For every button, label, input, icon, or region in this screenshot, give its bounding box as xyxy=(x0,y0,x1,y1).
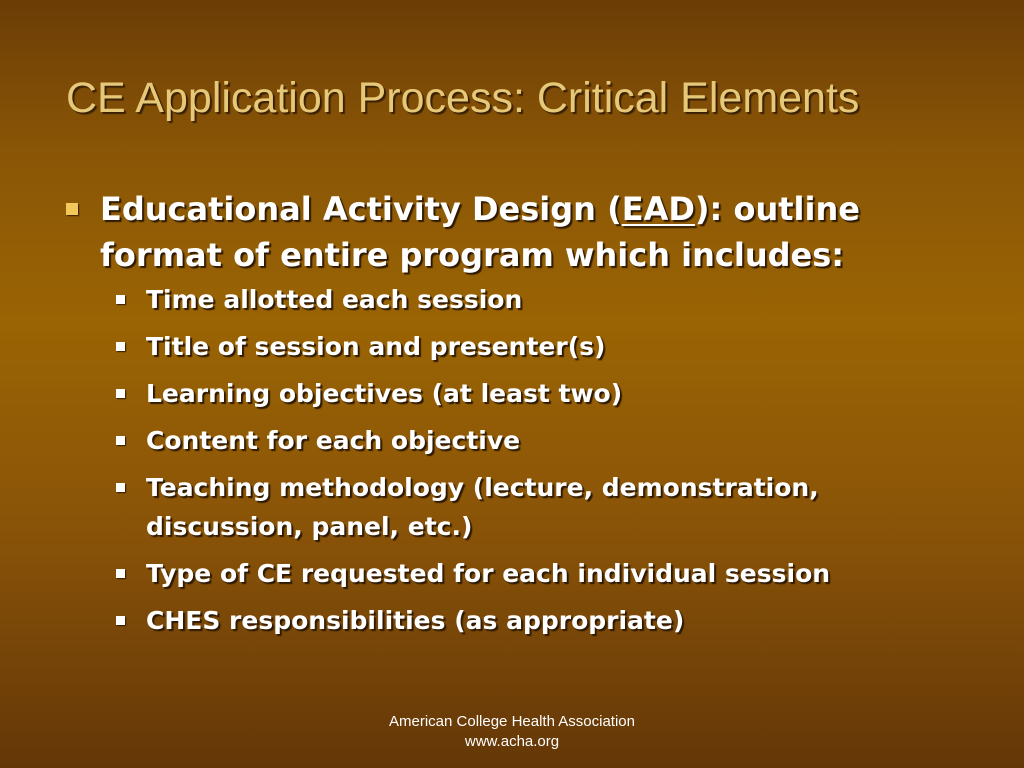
sub-bullet-list xyxy=(114,280,964,640)
list-item-text: Teaching methodology (lecture, demonstration, discussion, panel, etc.) xyxy=(146,473,819,541)
list-item xyxy=(114,374,964,413)
list-item xyxy=(114,468,964,546)
list-item-text: Title of session and presenter(s) xyxy=(146,332,606,361)
list-item-text: Content for each objective xyxy=(146,426,521,455)
main-bullet-item xyxy=(64,186,964,278)
list-item xyxy=(114,601,964,640)
slide-footer xyxy=(312,712,712,752)
main-point-prefix: Educational Activity Design ( xyxy=(100,190,622,228)
footer-website: www.acha.org xyxy=(464,733,560,750)
list-item xyxy=(114,280,964,319)
square-bullet-icon xyxy=(116,569,125,578)
square-bullet-icon xyxy=(116,389,125,398)
list-item-text: Learning objectives (at least two) xyxy=(146,379,623,408)
slide-content xyxy=(64,186,964,648)
main-point-suffix: ): outline format of entire program which includes: xyxy=(100,190,860,274)
list-item-text: Type of CE requested for each individual session xyxy=(146,559,831,588)
slide-title: CE Application Process: Critical Elements xyxy=(66,74,860,122)
footer-organization: American College Health Association xyxy=(389,713,635,730)
list-item xyxy=(114,554,964,593)
square-bullet-icon xyxy=(116,436,125,445)
square-bullet-icon xyxy=(66,203,78,215)
list-item-text: Time allotted each session xyxy=(146,285,523,314)
square-bullet-icon xyxy=(116,616,125,625)
square-bullet-icon xyxy=(116,483,125,492)
list-item xyxy=(114,421,964,460)
ead-link[interactable]: EAD xyxy=(621,190,695,228)
square-bullet-icon xyxy=(116,295,125,304)
list-item xyxy=(114,327,964,366)
list-item-text: CHES responsibilities (as appropriate) xyxy=(146,606,685,635)
square-bullet-icon xyxy=(116,342,125,351)
